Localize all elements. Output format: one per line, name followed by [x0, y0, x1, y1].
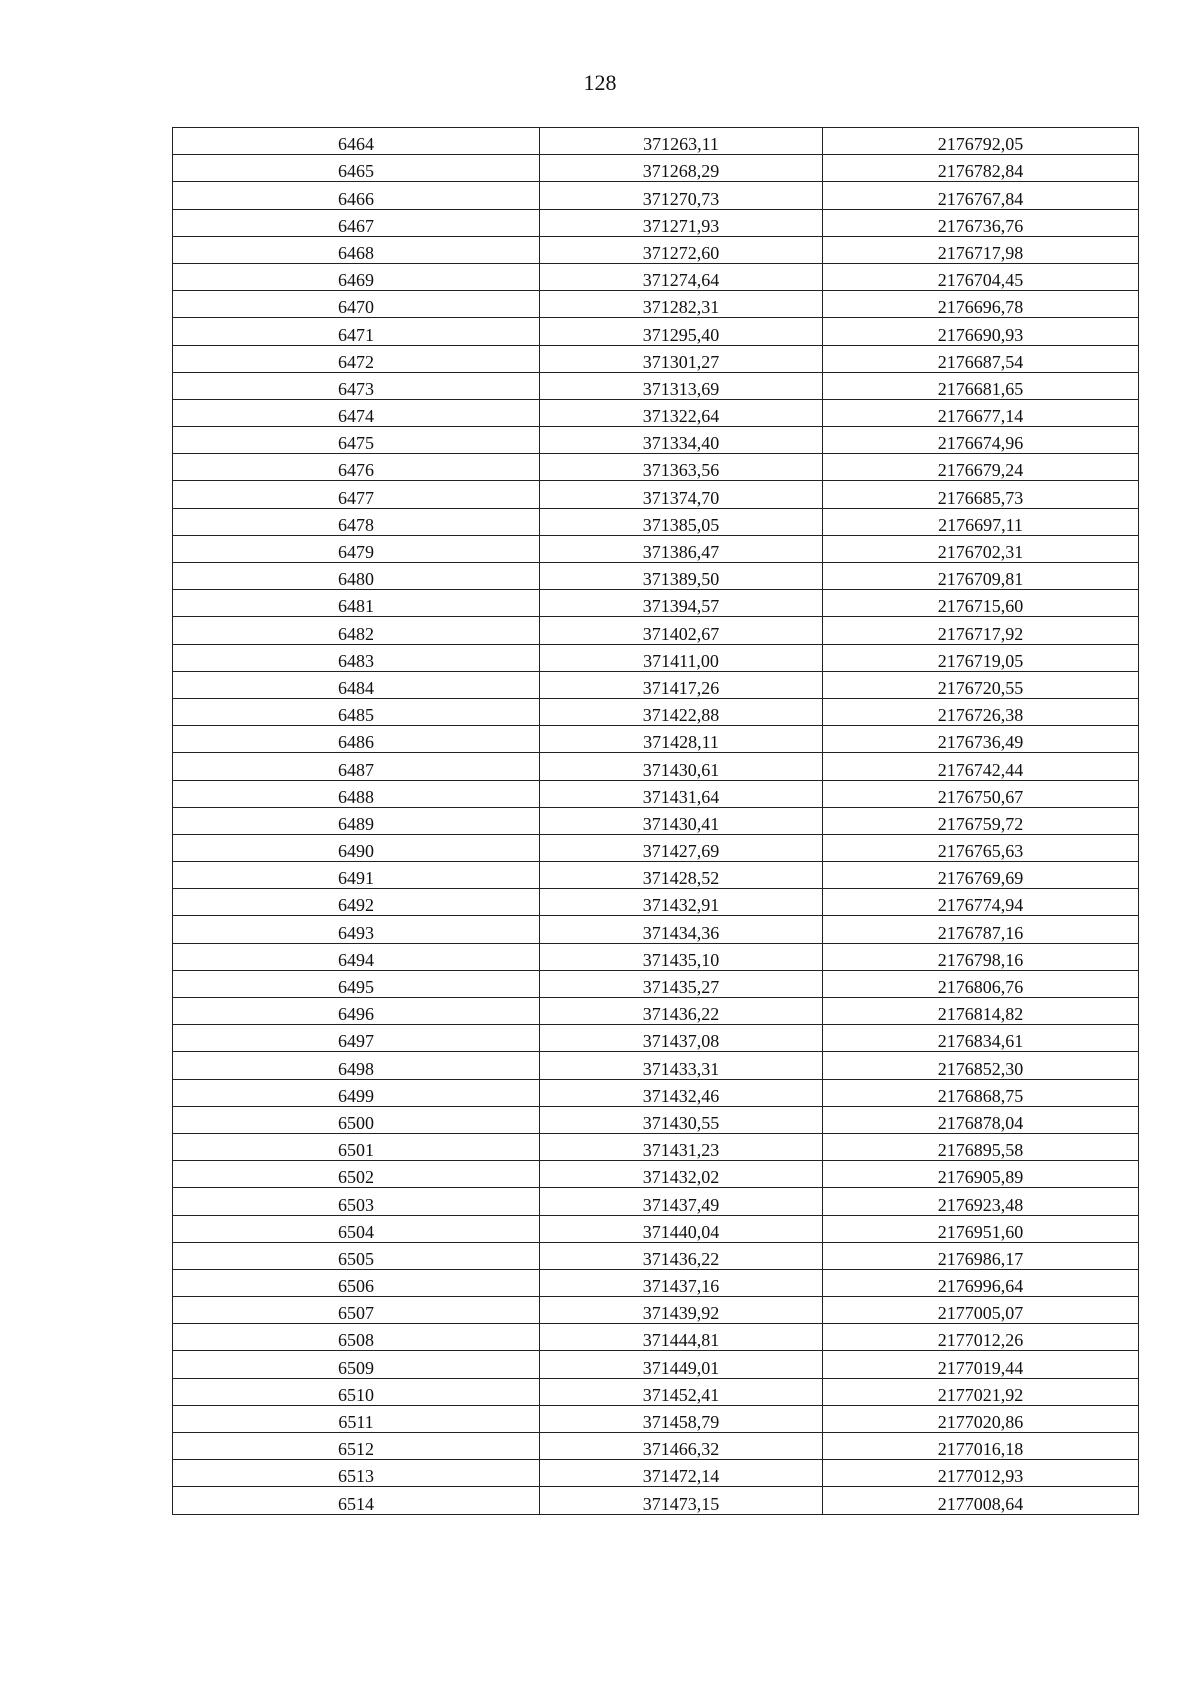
x-coordinate-cell: 371472,14	[540, 1460, 823, 1487]
table-row	[173, 155, 1139, 182]
table-row	[173, 128, 1139, 155]
table-row	[173, 862, 1139, 889]
table-row	[173, 1460, 1139, 1487]
point-number-cell: 6507	[173, 1297, 540, 1324]
y-coordinate-cell: 2176895,58	[823, 1133, 1139, 1160]
x-coordinate-cell: 371394,57	[540, 590, 823, 617]
x-coordinate-cell: 371263,11	[540, 128, 823, 155]
point-number-cell: 6512	[173, 1433, 540, 1460]
y-coordinate-cell: 2176814,82	[823, 998, 1139, 1025]
table-row	[173, 481, 1139, 508]
point-number-cell: 6513	[173, 1460, 540, 1487]
table-row	[173, 698, 1139, 725]
x-coordinate-cell: 371385,05	[540, 508, 823, 535]
table-row	[173, 345, 1139, 372]
point-number-cell: 6491	[173, 862, 540, 889]
table-row	[173, 535, 1139, 562]
x-coordinate-cell: 371417,26	[540, 671, 823, 698]
point-number-cell: 6469	[173, 263, 540, 290]
table-row	[173, 1324, 1139, 1351]
x-coordinate-cell: 371430,41	[540, 807, 823, 834]
x-coordinate-cell: 371363,56	[540, 454, 823, 481]
table-row	[173, 209, 1139, 236]
y-coordinate-cell: 2176696,78	[823, 291, 1139, 318]
x-coordinate-cell: 371437,16	[540, 1269, 823, 1296]
x-coordinate-cell: 371432,46	[540, 1079, 823, 1106]
point-number-cell: 6486	[173, 726, 540, 753]
table-row	[173, 508, 1139, 535]
y-coordinate-cell: 2176717,98	[823, 236, 1139, 263]
y-coordinate-cell: 2176679,24	[823, 454, 1139, 481]
point-number-cell: 6481	[173, 590, 540, 617]
table-row	[173, 753, 1139, 780]
y-coordinate-cell: 2176852,30	[823, 1052, 1139, 1079]
y-coordinate-cell: 2177005,07	[823, 1297, 1139, 1324]
table-row	[173, 372, 1139, 399]
point-number-cell: 6509	[173, 1351, 540, 1378]
y-coordinate-cell: 2176951,60	[823, 1215, 1139, 1242]
point-number-cell: 6506	[173, 1269, 540, 1296]
point-number-cell: 6508	[173, 1324, 540, 1351]
y-coordinate-cell: 2176687,54	[823, 345, 1139, 372]
y-coordinate-cell: 2176792,05	[823, 128, 1139, 155]
table-row	[173, 970, 1139, 997]
point-number-cell: 6466	[173, 182, 540, 209]
y-coordinate-cell: 2177019,44	[823, 1351, 1139, 1378]
table-row	[173, 1242, 1139, 1269]
x-coordinate-cell: 371389,50	[540, 563, 823, 590]
table-row	[173, 916, 1139, 943]
point-number-cell: 6467	[173, 209, 540, 236]
point-number-cell: 6504	[173, 1215, 540, 1242]
x-coordinate-cell: 371301,27	[540, 345, 823, 372]
point-number-cell: 6510	[173, 1378, 540, 1405]
y-coordinate-cell: 2176834,61	[823, 1025, 1139, 1052]
point-number-cell: 6495	[173, 970, 540, 997]
y-coordinate-cell: 2176677,14	[823, 399, 1139, 426]
point-number-cell: 6496	[173, 998, 540, 1025]
x-coordinate-cell: 371473,15	[540, 1487, 823, 1514]
x-coordinate-cell: 371436,22	[540, 998, 823, 1025]
point-number-cell: 6505	[173, 1242, 540, 1269]
y-coordinate-cell: 2176759,72	[823, 807, 1139, 834]
table-row	[173, 182, 1139, 209]
table-row	[173, 1269, 1139, 1296]
y-coordinate-cell: 2176750,67	[823, 780, 1139, 807]
y-coordinate-cell: 2176996,64	[823, 1269, 1139, 1296]
table-row	[173, 943, 1139, 970]
point-number-cell: 6465	[173, 155, 540, 182]
y-coordinate-cell: 2176674,96	[823, 427, 1139, 454]
x-coordinate-cell: 371322,64	[540, 399, 823, 426]
point-number-cell: 6487	[173, 753, 540, 780]
table-row	[173, 807, 1139, 834]
y-coordinate-cell: 2176868,75	[823, 1079, 1139, 1106]
x-coordinate-cell: 371452,41	[540, 1378, 823, 1405]
table-row	[173, 889, 1139, 916]
table-row	[173, 998, 1139, 1025]
point-number-cell: 6484	[173, 671, 540, 698]
x-coordinate-cell: 371458,79	[540, 1405, 823, 1432]
y-coordinate-cell: 2176986,17	[823, 1242, 1139, 1269]
x-coordinate-cell: 371439,92	[540, 1297, 823, 1324]
y-coordinate-cell: 2176717,92	[823, 617, 1139, 644]
y-coordinate-cell: 2176685,73	[823, 481, 1139, 508]
y-coordinate-cell: 2176767,84	[823, 182, 1139, 209]
y-coordinate-cell: 2176702,31	[823, 535, 1139, 562]
point-number-cell: 6485	[173, 698, 540, 725]
point-number-cell: 6478	[173, 508, 540, 535]
x-coordinate-cell: 371282,31	[540, 291, 823, 318]
table-row	[173, 1079, 1139, 1106]
y-coordinate-cell: 2177020,86	[823, 1405, 1139, 1432]
point-number-cell: 6490	[173, 834, 540, 861]
y-coordinate-cell: 2176765,63	[823, 834, 1139, 861]
point-number-cell: 6471	[173, 318, 540, 345]
table-row	[173, 780, 1139, 807]
x-coordinate-cell: 371431,64	[540, 780, 823, 807]
point-number-cell: 6494	[173, 943, 540, 970]
point-number-cell: 6502	[173, 1161, 540, 1188]
x-coordinate-cell: 371274,64	[540, 263, 823, 290]
point-number-cell: 6497	[173, 1025, 540, 1052]
y-coordinate-cell: 2176736,49	[823, 726, 1139, 753]
x-coordinate-cell: 371270,73	[540, 182, 823, 209]
table-row	[173, 563, 1139, 590]
x-coordinate-cell: 371272,60	[540, 236, 823, 263]
table-row	[173, 1025, 1139, 1052]
y-coordinate-cell: 2177012,26	[823, 1324, 1139, 1351]
y-coordinate-cell: 2176697,11	[823, 508, 1139, 535]
x-coordinate-cell: 371268,29	[540, 155, 823, 182]
point-number-cell: 6493	[173, 916, 540, 943]
x-coordinate-cell: 371386,47	[540, 535, 823, 562]
x-coordinate-cell: 371271,93	[540, 209, 823, 236]
table-row	[173, 1378, 1139, 1405]
x-coordinate-cell: 371436,22	[540, 1242, 823, 1269]
y-coordinate-cell: 2176720,55	[823, 671, 1139, 698]
x-coordinate-cell: 371430,55	[540, 1106, 823, 1133]
point-number-cell: 6492	[173, 889, 540, 916]
point-number-cell: 6480	[173, 563, 540, 590]
point-number-cell: 6511	[173, 1405, 540, 1432]
x-coordinate-cell: 371434,36	[540, 916, 823, 943]
x-coordinate-cell: 371437,49	[540, 1188, 823, 1215]
y-coordinate-cell: 2176806,76	[823, 970, 1139, 997]
y-coordinate-cell: 2177008,64	[823, 1487, 1139, 1514]
coordinates-table	[172, 127, 1139, 1515]
x-coordinate-cell: 371428,52	[540, 862, 823, 889]
table-row	[173, 1215, 1139, 1242]
table-row	[173, 726, 1139, 753]
table-row	[173, 1161, 1139, 1188]
table-row	[173, 1487, 1139, 1514]
point-number-cell: 6499	[173, 1079, 540, 1106]
x-coordinate-cell: 371402,67	[540, 617, 823, 644]
table-row	[173, 236, 1139, 263]
x-coordinate-cell: 371433,31	[540, 1052, 823, 1079]
y-coordinate-cell: 2176709,81	[823, 563, 1139, 590]
x-coordinate-cell: 371334,40	[540, 427, 823, 454]
table-row	[173, 1405, 1139, 1432]
point-number-cell: 6475	[173, 427, 540, 454]
point-number-cell: 6473	[173, 372, 540, 399]
x-coordinate-cell: 371411,00	[540, 644, 823, 671]
x-coordinate-cell: 371430,61	[540, 753, 823, 780]
y-coordinate-cell: 2176736,76	[823, 209, 1139, 236]
table-row	[173, 399, 1139, 426]
point-number-cell: 6472	[173, 345, 540, 372]
y-coordinate-cell: 2176719,05	[823, 644, 1139, 671]
point-number-cell: 6489	[173, 807, 540, 834]
y-coordinate-cell: 2176690,93	[823, 318, 1139, 345]
x-coordinate-cell: 371449,01	[540, 1351, 823, 1378]
y-coordinate-cell: 2176798,16	[823, 943, 1139, 970]
y-coordinate-cell: 2176878,04	[823, 1106, 1139, 1133]
x-coordinate-cell: 371428,11	[540, 726, 823, 753]
table-row	[173, 617, 1139, 644]
y-coordinate-cell: 2176742,44	[823, 753, 1139, 780]
table-row	[173, 1351, 1139, 1378]
table-row	[173, 1106, 1139, 1133]
point-number-cell: 6501	[173, 1133, 540, 1160]
point-number-cell: 6477	[173, 481, 540, 508]
y-coordinate-cell: 2176715,60	[823, 590, 1139, 617]
point-number-cell: 6470	[173, 291, 540, 318]
x-coordinate-cell: 371295,40	[540, 318, 823, 345]
x-coordinate-cell: 371440,04	[540, 1215, 823, 1242]
x-coordinate-cell: 371374,70	[540, 481, 823, 508]
table-row	[173, 291, 1139, 318]
y-coordinate-cell: 2176905,89	[823, 1161, 1139, 1188]
x-coordinate-cell: 371432,91	[540, 889, 823, 916]
table-row	[173, 590, 1139, 617]
x-coordinate-cell: 371431,23	[540, 1133, 823, 1160]
point-number-cell: 6498	[173, 1052, 540, 1079]
table-row	[173, 1052, 1139, 1079]
y-coordinate-cell: 2176769,69	[823, 862, 1139, 889]
y-coordinate-cell: 2177021,92	[823, 1378, 1139, 1405]
x-coordinate-cell: 371313,69	[540, 372, 823, 399]
x-coordinate-cell: 371432,02	[540, 1161, 823, 1188]
x-coordinate-cell: 371435,27	[540, 970, 823, 997]
point-number-cell: 6464	[173, 128, 540, 155]
point-number-cell: 6503	[173, 1188, 540, 1215]
y-coordinate-cell: 2176774,94	[823, 889, 1139, 916]
x-coordinate-cell: 371435,10	[540, 943, 823, 970]
x-coordinate-cell: 371427,69	[540, 834, 823, 861]
point-number-cell: 6468	[173, 236, 540, 263]
page-number: 128	[583, 70, 617, 95]
y-coordinate-cell: 2176923,48	[823, 1188, 1139, 1215]
y-coordinate-cell: 2177012,93	[823, 1460, 1139, 1487]
x-coordinate-cell: 371437,08	[540, 1025, 823, 1052]
point-number-cell: 6479	[173, 535, 540, 562]
x-coordinate-cell: 371444,81	[540, 1324, 823, 1351]
point-number-cell: 6483	[173, 644, 540, 671]
table-row	[173, 263, 1139, 290]
y-coordinate-cell: 2176704,45	[823, 263, 1139, 290]
point-number-cell: 6474	[173, 399, 540, 426]
table-row	[173, 1133, 1139, 1160]
table-row	[173, 318, 1139, 345]
table-row	[173, 454, 1139, 481]
point-number-cell: 6482	[173, 617, 540, 644]
point-number-cell: 6488	[173, 780, 540, 807]
table-row	[173, 1433, 1139, 1460]
y-coordinate-cell: 2176681,65	[823, 372, 1139, 399]
y-coordinate-cell: 2176726,38	[823, 698, 1139, 725]
point-number-cell: 6476	[173, 454, 540, 481]
table-row	[173, 644, 1139, 671]
table-row	[173, 1297, 1139, 1324]
table-row	[173, 671, 1139, 698]
point-number-cell: 6500	[173, 1106, 540, 1133]
table-row	[173, 427, 1139, 454]
table-row	[173, 1188, 1139, 1215]
x-coordinate-cell: 371422,88	[540, 698, 823, 725]
y-coordinate-cell: 2176787,16	[823, 916, 1139, 943]
table-row	[173, 834, 1139, 861]
point-number-cell: 6514	[173, 1487, 540, 1514]
y-coordinate-cell: 2177016,18	[823, 1433, 1139, 1460]
x-coordinate-cell: 371466,32	[540, 1433, 823, 1460]
coordinates-table-body	[173, 128, 1139, 1515]
y-coordinate-cell: 2176782,84	[823, 155, 1139, 182]
